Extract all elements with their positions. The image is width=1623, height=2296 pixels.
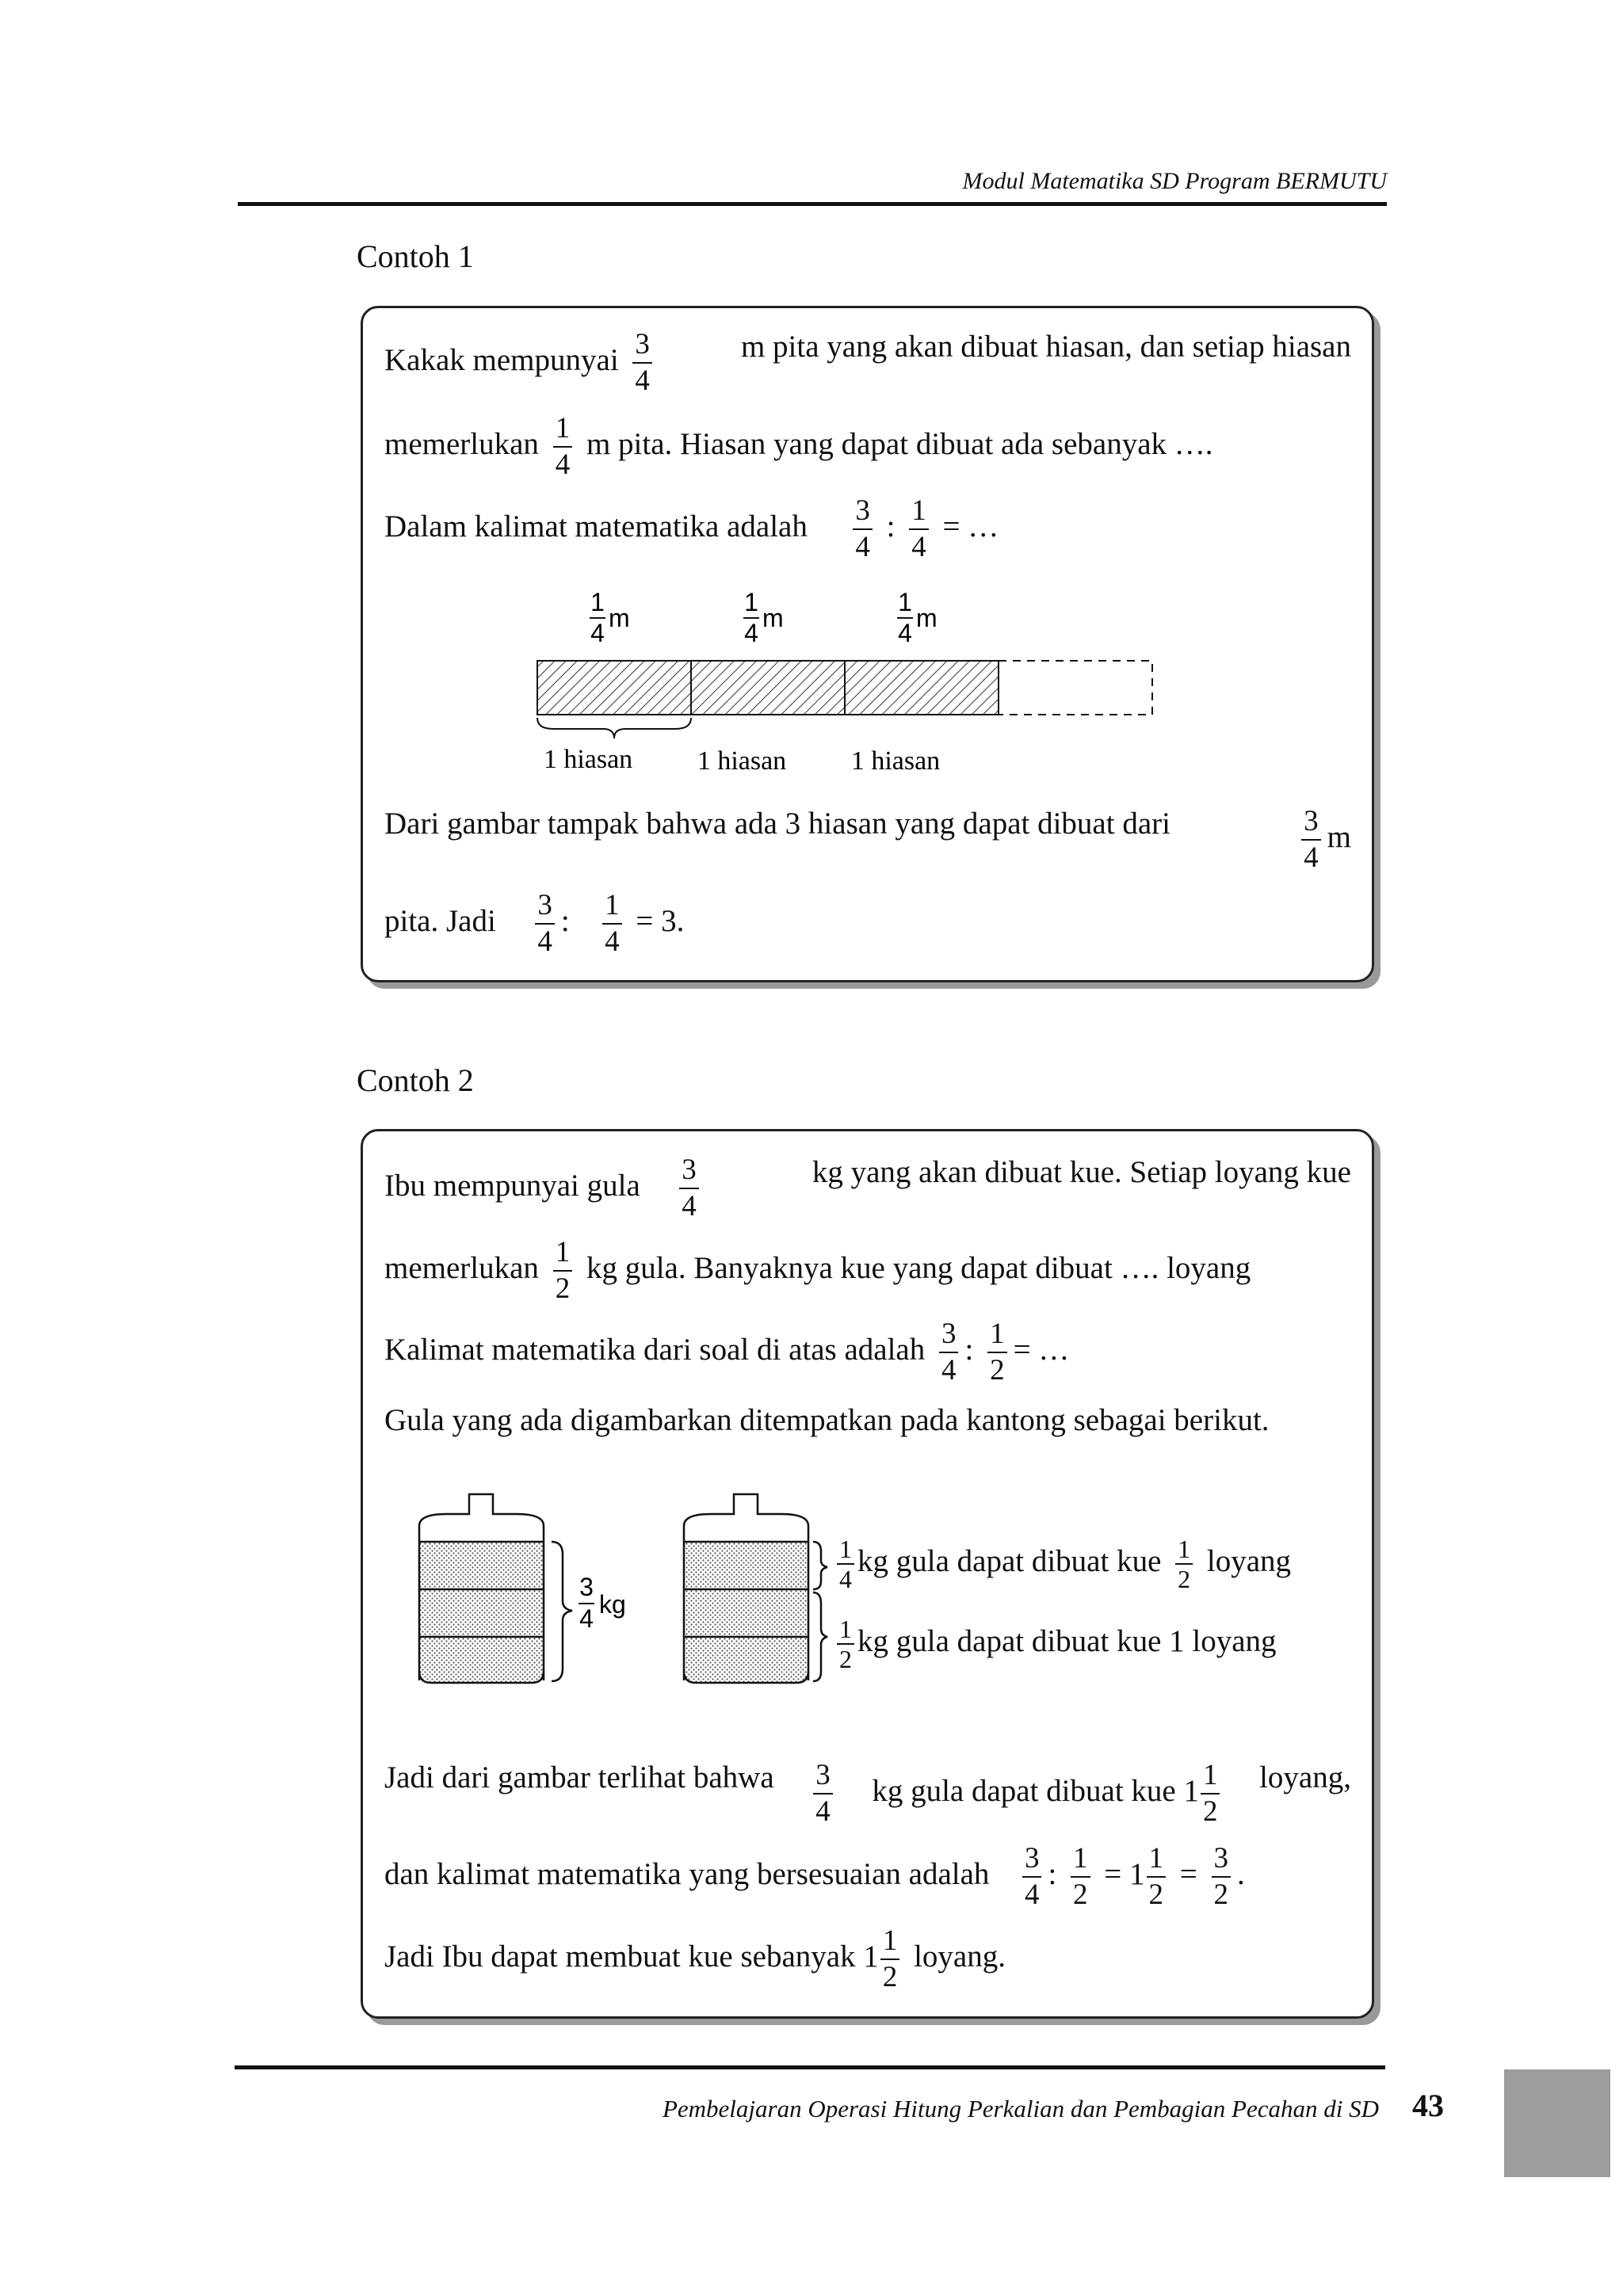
frac-num: 3 [682, 1154, 697, 1186]
frac-num: 1 [911, 494, 926, 527]
seg-label-num: 1 [898, 588, 912, 616]
brace [537, 718, 691, 738]
ex2-line-2 [384, 1237, 1251, 1305]
ex2-text: = … [1013, 1332, 1070, 1367]
frac-den: 2 [1201, 1793, 1220, 1828]
seg-label-num: 1 [744, 588, 758, 616]
ex2-text: kg gula. Banyaknya kue yang dapat dibuat …. loyang [586, 1250, 1251, 1285]
frac-den: 4 [553, 446, 573, 481]
fraction-1-4 [602, 890, 622, 958]
ex2-text: Kalimat matematika dari soal di atas adalah [384, 1332, 926, 1367]
frac-num: 3 [1213, 1842, 1229, 1875]
running-header: Modul Matematika SD Program BERMUTU [962, 168, 1387, 194]
ex2-text: kg gula dapat dibuat kue 1 loyang [857, 1623, 1277, 1658]
frac-den: 4 [1022, 1876, 1042, 1911]
ex1-text: m pita yang akan dibuat hiasan, dan setiap hiasan [740, 330, 1351, 364]
ex2-text: Jadi dari gambar terlihat bahwa [384, 1760, 774, 1794]
seg-label-num: 1 [590, 588, 605, 616]
frac-num: 1 [1202, 1759, 1218, 1791]
header-rule [238, 202, 1387, 206]
frac-num: 3 [635, 328, 650, 360]
sugar-bags-figure [379, 1478, 1361, 1732]
ribbon-segment-3 [845, 661, 999, 715]
fraction-1-2 [880, 1925, 900, 1993]
frac-num: 3 [1024, 1842, 1040, 1875]
bag-label-num: 3 [579, 1573, 594, 1601]
frac-num: 1 [555, 412, 571, 444]
ex1-text: : [560, 903, 570, 938]
ex1-text: m pita. Hiasan yang dapat dibuat ada sebanyak …. [586, 426, 1213, 461]
ex1-line-2 [384, 413, 1213, 481]
example-1-title: Contoh 1 [357, 238, 474, 274]
bag-desc-2 [834, 1616, 1277, 1672]
frac-den: 2 [987, 1352, 1007, 1386]
frac-num: 1 [882, 1924, 898, 1957]
frac-den: 2 [837, 1643, 854, 1672]
frac-den: 4 [909, 528, 929, 563]
seg-label-unit: m [762, 604, 784, 632]
hiasan-label: 1 hiasan [850, 746, 941, 776]
ex1-text: memerlukan [384, 426, 539, 461]
fraction-1-4 [837, 1536, 854, 1592]
fraction-3-4 [1301, 806, 1321, 874]
fraction-1-2 [837, 1616, 854, 1672]
seg-label-unit: m [916, 604, 938, 632]
hiasan-label: 1 hiasan [543, 745, 633, 774]
ex1-line-1 [384, 329, 1351, 397]
frac-num: 3 [1304, 805, 1319, 837]
ex1-text: = 3. [636, 903, 685, 938]
ex2-text: Jadi Ibu dapat membuat kue sebanyak 1 [384, 1939, 879, 1974]
example-1-box [361, 306, 1374, 982]
example-2-box [361, 1129, 1374, 2019]
ex2-text: : [964, 1332, 974, 1367]
frac-den: 2 [1071, 1876, 1090, 1911]
frac-den: 4 [813, 1793, 833, 1828]
bag-desc-1 [834, 1536, 1291, 1592]
fraction-3-4 [679, 1154, 699, 1222]
frac-num: 3 [941, 1318, 957, 1350]
fraction-3-4 [853, 495, 873, 563]
ex2-text: loyang. [914, 1939, 1006, 1974]
frac-num: 1 [1148, 1842, 1164, 1875]
fraction-1-2 [1147, 1843, 1167, 1911]
ex2-line-1 [384, 1154, 1351, 1222]
frac-num: 1 [605, 889, 620, 921]
example-2-title: Contoh 2 [357, 1062, 474, 1098]
ribbon-segment-2 [691, 661, 845, 715]
frac-den: 2 [1212, 1876, 1232, 1911]
frac-den: 4 [535, 923, 555, 958]
frac-num: 3 [815, 1759, 831, 1791]
ex2-text: loyang [1206, 1543, 1292, 1578]
bag-label-den: 4 [579, 1604, 594, 1633]
ex2-text: memerlukan [384, 1250, 539, 1285]
frac-num: 1 [839, 1615, 852, 1643]
ex2-text: kg yang akan dibuat kue. Setiap loyang kue [812, 1155, 1351, 1189]
ex1-line-4 [384, 806, 1351, 874]
frac-den: 4 [939, 1352, 959, 1386]
brace [813, 1542, 827, 1589]
ex1-text: pita. Jadi [384, 903, 496, 938]
frac-den: 4 [853, 528, 873, 563]
ex1-text: Dari gambar tampak bahwa ada 3 hiasan yang dapat dibuat dari [384, 807, 1170, 841]
frac-num: 1 [1178, 1535, 1191, 1563]
fraction-3-4 [632, 329, 652, 397]
ex1-text: : [886, 509, 896, 543]
running-footer: Pembelajaran Operasi Hitung Perkalian dan Pembagian Pecahan di SD [662, 2095, 1379, 2122]
seg-label-den: 4 [590, 619, 605, 647]
ex2-text: = [1179, 1856, 1197, 1891]
fraction-3-4 [535, 890, 555, 958]
frac-den: 4 [837, 1563, 854, 1592]
page-number: 43 [1412, 2088, 1444, 2123]
ex2-text: = 1 [1104, 1856, 1145, 1891]
fraction-3-2 [1212, 1843, 1232, 1911]
sugar-bag-1 [419, 1494, 544, 1683]
frac-den: 4 [632, 362, 652, 397]
fraction-3-4 [813, 1760, 833, 1828]
fraction-1-2 [553, 1237, 573, 1305]
ex2-text: : [1048, 1856, 1057, 1891]
seg-label-den: 4 [898, 619, 912, 647]
ex2-line-6 [384, 1843, 1245, 1911]
frac-num: 1 [990, 1318, 1005, 1350]
seg-label-den: 4 [744, 619, 758, 647]
ex1-text: = … [942, 509, 999, 543]
frac-den: 4 [602, 923, 622, 958]
frac-den: 2 [553, 1270, 573, 1305]
fraction-1-4 [553, 413, 573, 481]
fraction-1-2 [1071, 1843, 1090, 1911]
ex2-text: . [1237, 1856, 1245, 1891]
ex2-text: loyang, [1259, 1760, 1351, 1794]
frac-den: 2 [1147, 1876, 1167, 1911]
ex1-text: Kakak mempunyai [384, 342, 619, 377]
frac-den: 2 [1175, 1563, 1193, 1592]
ex2-line-4: Gula yang ada digambarkan ditempatkan pada kantong sebagai berikut. [384, 1403, 1270, 1437]
frac-num: 1 [555, 1236, 571, 1268]
ex1-text: Dalam kalimat matematika adalah [384, 509, 808, 543]
frac-den: 4 [1301, 839, 1321, 874]
frac-num: 3 [855, 494, 870, 527]
fraction-1-2 [987, 1318, 1007, 1386]
frac-num: 3 [537, 889, 552, 921]
fraction-3-4 [939, 1318, 959, 1386]
fraction-1-4 [909, 495, 929, 563]
ex2-text: Ibu mempunyai gula [384, 1168, 640, 1203]
hiasan-label: 1 hiasan [697, 746, 787, 776]
fraction-3-4 [1022, 1843, 1042, 1911]
frac-den: 4 [679, 1188, 699, 1222]
seg-label-unit: m [609, 604, 630, 632]
ex2-text: dan kalimat matematika yang bersesuaian adalah [384, 1856, 990, 1891]
sugar-bag-2 [684, 1494, 808, 1683]
brace [813, 1592, 827, 1681]
ex1-text: m [1327, 819, 1351, 854]
ex2-text: kg gula dapat dibuat kue 1 [872, 1773, 1199, 1808]
ex2-line-5 [384, 1760, 1351, 1828]
ex2-text: kg gula dapat dibuat kue [857, 1543, 1162, 1578]
footer-rule [235, 2065, 1385, 2069]
ex2-line-3 [384, 1318, 1069, 1386]
frac-den: 2 [880, 1958, 900, 1993]
ex2-line-7 [384, 1925, 1006, 1993]
page-tab-marker [1504, 2069, 1610, 2177]
bag-label-unit: kg [599, 1590, 626, 1619]
fraction-1-2 [1175, 1536, 1193, 1592]
frac-num: 1 [1073, 1842, 1088, 1875]
ribbon-segment-1 [537, 661, 691, 715]
brace [552, 1542, 572, 1681]
fraction-1-2 [1201, 1760, 1220, 1828]
ribbon-figure [521, 582, 1155, 780]
ex1-line-3 [384, 495, 999, 563]
ex1-line-5 [384, 890, 684, 958]
frac-num: 1 [839, 1535, 852, 1563]
ribbon-empty-segment [999, 661, 1152, 715]
